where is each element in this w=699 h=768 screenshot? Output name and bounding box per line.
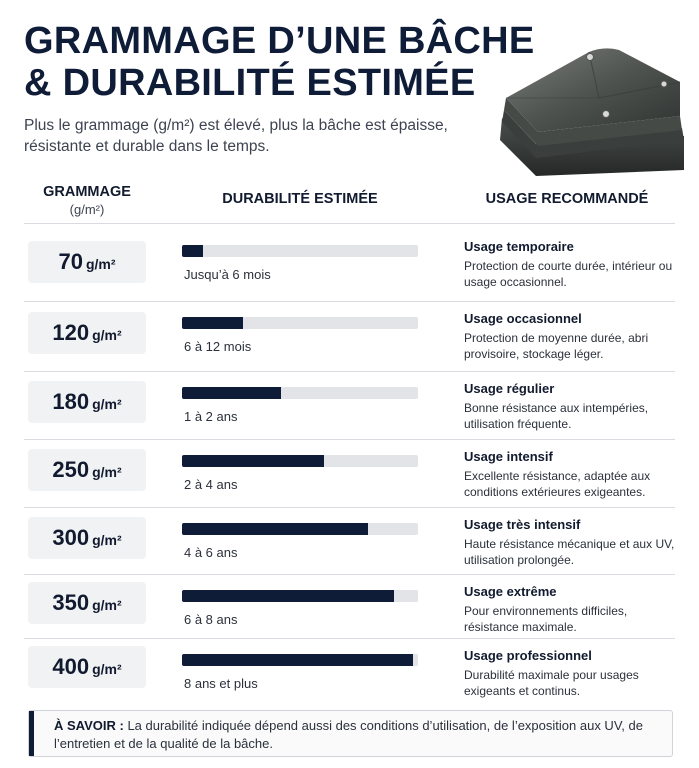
grammage-badge <box>28 449 146 491</box>
durability-bar-fill <box>182 387 281 399</box>
durability-bar <box>182 654 418 666</box>
grammage-badge <box>28 312 146 354</box>
grammage-header-unit: (g/m²) <box>69 202 105 217</box>
durability-bar <box>182 523 418 535</box>
grammage-value: 250 <box>52 457 90 482</box>
title-line-1: GRAMMAGE D’UNE BÂCHE <box>24 20 535 62</box>
grammage-unit: g/m² <box>85 256 116 272</box>
usage-title: Usage temporaire <box>464 239 574 254</box>
title-line-2: & DURABILITÉ ESTIMÉE <box>24 62 476 104</box>
grammage-header-label: GRAMMAGE <box>43 184 131 200</box>
grammage-unit: g/m² <box>92 661 122 677</box>
usage-title: Usage occasionnel <box>464 311 582 326</box>
usage-title: Usage très intensif <box>464 517 581 532</box>
table-row <box>24 229 675 301</box>
grammage-value: 350 <box>52 590 90 615</box>
grammage-unit: g/m² <box>92 327 122 343</box>
grammage-value: 180 <box>52 389 90 414</box>
page-title <box>24 20 535 104</box>
grammage-badge <box>28 646 146 688</box>
grammage-badge <box>28 582 146 624</box>
table-row <box>24 638 675 702</box>
tarp-image <box>494 40 689 178</box>
usage-description: Protection de moyenne durée, abri provisoire, stockage léger. <box>464 331 649 361</box>
table-row <box>24 371 675 439</box>
durability-label: Jusqu’à 6 mois <box>184 267 271 282</box>
table-row <box>24 301 675 371</box>
table-divider <box>24 223 675 224</box>
usage-description: Bonne résistance aux intempéries, utilisation fréquente. <box>464 401 649 431</box>
grammage-value: 70 <box>58 249 83 274</box>
usage-description: Durabilité maximale pour usages exigeants et continus. <box>464 668 639 698</box>
usage-title: Usage intensif <box>464 449 553 464</box>
note-body: La durabilité indiquée dépend aussi des conditions d’utilisation, de l’exposition aux UV, de l’entretien et de la qualité de la bâche. <box>54 718 643 751</box>
note-label: À SAVOIR : <box>54 718 124 733</box>
durability-bar-fill <box>182 455 324 467</box>
durability-bar-fill <box>182 317 243 329</box>
usage-title: Usage professionnel <box>464 648 592 663</box>
durability-bar-fill <box>182 654 413 666</box>
usage-description: Haute résistance mécanique et aux UV, utilisation prolongée. <box>464 537 675 567</box>
grammage-unit: g/m² <box>92 597 122 613</box>
durability-bar <box>182 245 418 257</box>
grammage-badge <box>28 381 146 423</box>
durability-label: 4 à 6 ans <box>184 545 238 560</box>
note-text <box>54 717 654 752</box>
durability-bar-fill <box>182 590 394 602</box>
note-accent-bar <box>29 711 34 756</box>
grammage-value: 120 <box>52 320 90 345</box>
grammage-unit: g/m² <box>92 396 122 412</box>
info-note <box>28 710 673 757</box>
durability-label: 1 à 2 ans <box>184 409 238 424</box>
table-row <box>24 439 675 507</box>
durability-bar-fill <box>182 523 368 535</box>
column-header-usage: USAGE RECOMMANDÉ <box>485 191 649 207</box>
table-row <box>24 507 675 574</box>
durability-bar <box>182 590 418 602</box>
usage-description: Excellente résistance, adaptée aux conditions extérieures exigeantes. <box>464 469 651 499</box>
durability-bar <box>182 455 418 467</box>
usage-description: Pour environnements difficiles, résistance maximale. <box>464 604 628 634</box>
durability-bar <box>182 387 418 399</box>
table-row <box>24 574 675 638</box>
durability-bar-fill <box>182 245 203 257</box>
grammage-badge <box>28 517 146 559</box>
usage-title: Usage extrême <box>464 584 557 599</box>
durability-label: 2 à 4 ans <box>184 477 238 492</box>
grammage-value: 400 <box>52 654 90 679</box>
durability-label: 6 à 12 mois <box>184 339 252 354</box>
grammage-badge <box>28 241 146 283</box>
durability-label: 8 ans et plus <box>184 676 258 691</box>
column-header-durability: DURABILITÉ ESTIMÉE <box>222 191 378 207</box>
subtitle: Plus le grammage (g/m²) est élevé, plus la bâche est épaisse, résistante et durable dans le temps. <box>24 117 448 155</box>
usage-description: Protection de courte durée, intérieur ou usage occasionnel. <box>464 259 673 289</box>
durability-label: 6 à 8 ans <box>184 612 238 627</box>
grammage-unit: g/m² <box>92 532 122 548</box>
durability-bar <box>182 317 418 329</box>
grammage-unit: g/m² <box>92 464 122 480</box>
grammage-value: 300 <box>52 525 90 550</box>
usage-title: Usage régulier <box>464 381 555 396</box>
